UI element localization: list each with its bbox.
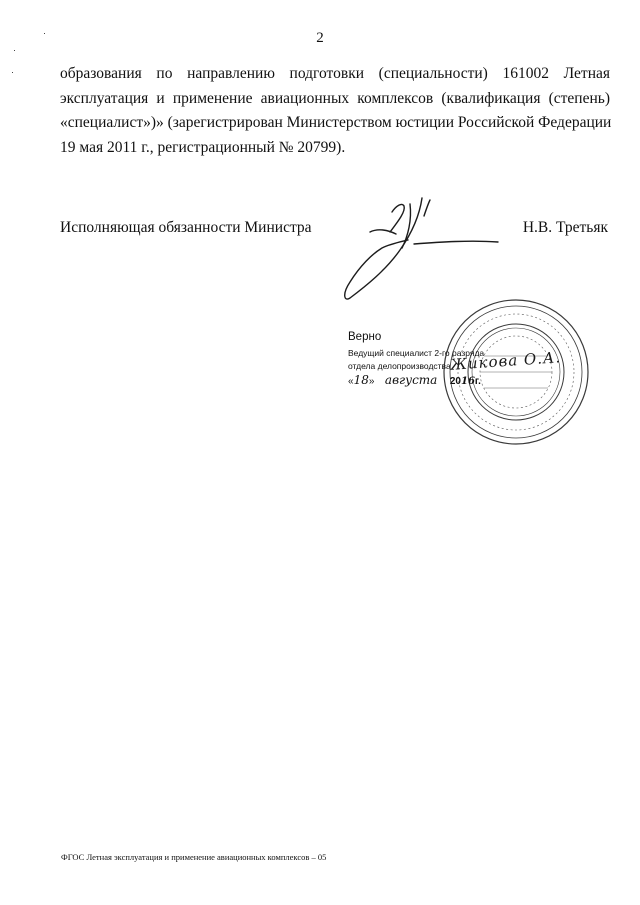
signatory-role: Исполняющая обязанности Министра	[60, 219, 312, 236]
date-year-prefix: 20	[449, 376, 461, 387]
signatory-name: Н.В. Третьяк	[522, 219, 608, 236]
date-month: августа	[384, 373, 438, 387]
date-year-suffix: г.	[474, 376, 481, 387]
date-day: 18	[353, 373, 369, 387]
document-footer: ФГОС Летная эксплуатация и применение авиационных комплексов – 05	[61, 852, 327, 862]
body-line: 19 мая 2011 г., регистрационный № 20799).	[60, 138, 346, 156]
certifier-department: отдела делопроизводства	[348, 361, 451, 371]
date-quote-open: «	[348, 376, 354, 387]
certification-block	[348, 330, 588, 430]
certifier-signature-name: Жикова О.А.	[449, 348, 562, 374]
scan-speck	[14, 50, 15, 51]
certification-date	[348, 373, 481, 387]
body-line: эксплуатация и применение авиационных комплексов (квалификация (степень)	[60, 89, 610, 107]
page-number: 2	[316, 30, 324, 46]
date-year-hand: 16	[460, 376, 475, 387]
date-quote-close: »	[368, 376, 375, 387]
body-line: образования по направлению подготовки (специальности) 161002 Летная	[60, 65, 610, 82]
handwritten-signature	[330, 190, 520, 310]
certifier-role: Ведущий специалист 2-го разряда	[348, 348, 485, 358]
certified-true-label: Верно	[348, 331, 382, 343]
body-paragraph	[60, 62, 610, 160]
scan-speck	[12, 72, 13, 73]
body-line: «специалист»)» (зарегистрирован Министерством юстиции Российской Федерации	[60, 114, 612, 131]
